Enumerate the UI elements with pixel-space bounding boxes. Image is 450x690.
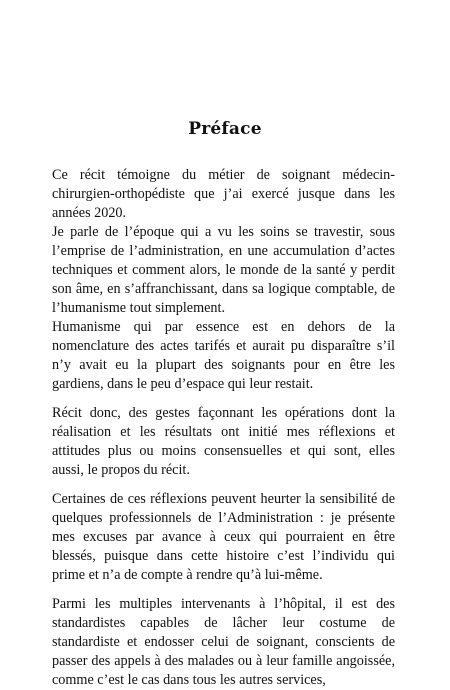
paragraph-3: Humanisme qui par essence est en dehors de la nomenclature des actes tarifés et aurait pu disparaître s’il n’y avait eu la plupart des soignants pour en être les gardiens, dans le peu d’espace qui leur restait. (52, 319, 395, 392)
paragraph-1: Ce récit témoigne du métier de soignant médecin-chirurgien-orthopédiste que j’ai exercé jusque dans les années 2020. (52, 167, 395, 221)
page-title: Préface (188, 119, 262, 139)
page-body (52, 166, 395, 690)
paragraph-6: Parmi les multiples intervenants à l’hôpital, il est des standardistes capables de lâcher leur costume de standardiste et endosser celui de soignant, conscients de passer des appels à des malades ou à leur famille angoissée, comme c’est le cas dans tous les autres services, (52, 596, 395, 688)
paragraph-4: Récit donc, des gestes façonnant les opérations dont la réalisation et les résultats ont initié mes réflexions et attitudes plus ou moins consensuelles et qui sont, elles aussi, le propos du récit. (52, 405, 395, 478)
paragraph-5: Certaines de ces réflexions peuvent heurter la sensibilité de quelques professionnels de l’Administration : je présente mes excuses par avance à ceux qui pourraient en être blessés, puisque dans cette histoire c’est l’individu qui prime et n’a de compte à rendre qu’à lui-même. (52, 491, 395, 583)
paragraph-2: Je parle de l’époque qui a vu les soins se travestir, sous l’emprise de l’administration, en une accumulation d’actes techniques et comment alors, le monde de la santé y perdit son âme, en s’affranchissant, dans sa logique comptable, de l’humanisme tout simplement. (52, 224, 395, 316)
